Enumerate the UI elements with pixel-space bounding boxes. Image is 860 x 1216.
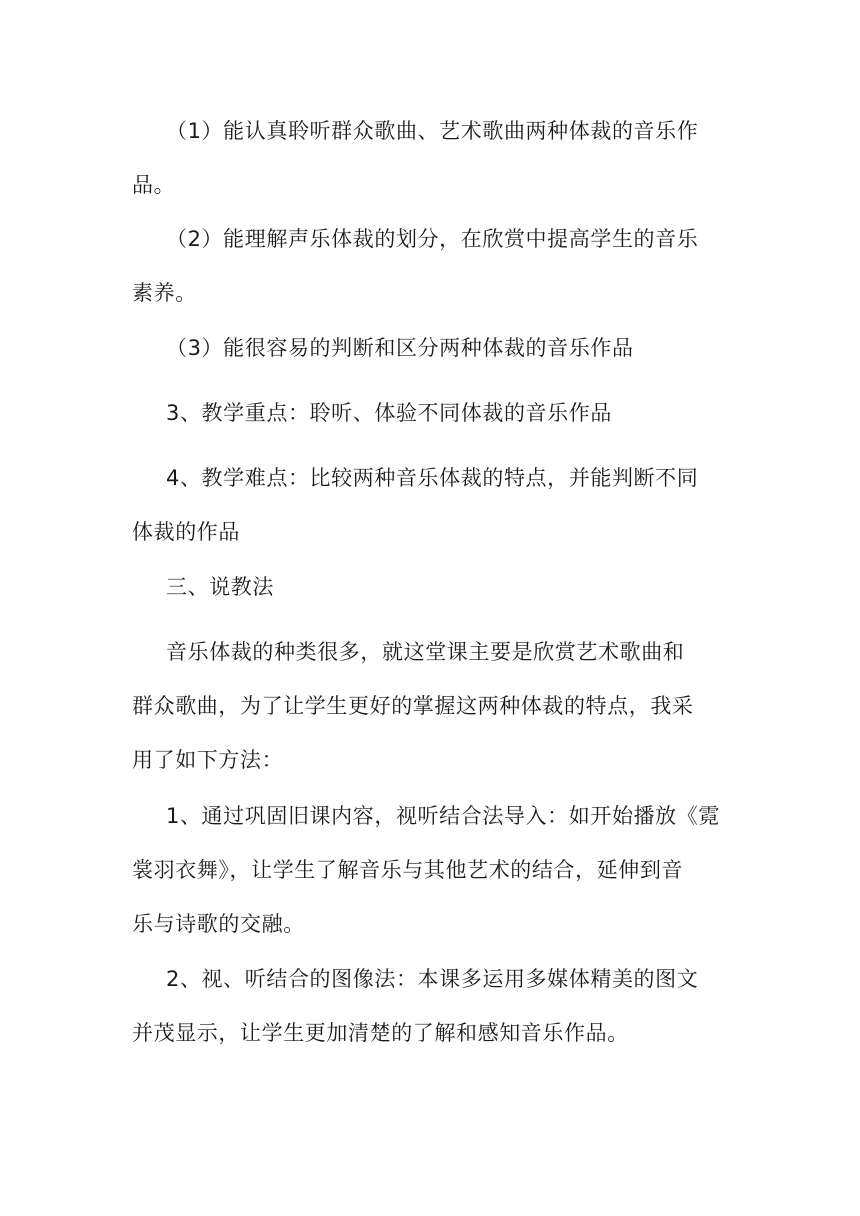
objective-1-paragraph <box>132 104 732 212</box>
text-line: （3）能很容易的判断和区分两种体裁的音乐作品 <box>166 336 634 360</box>
text-line: 音乐体裁的种类很多，就这堂课主要是欣赏艺术歌曲和 <box>166 640 685 664</box>
text-line: 三、说教法 <box>166 575 274 599</box>
text-line: 3、教学重点：聆听、体验不同体裁的音乐作品 <box>166 401 612 425</box>
text-line: （2）能理解声乐体裁的划分，在欣赏中提高学生的音乐 <box>166 227 699 251</box>
text-line: 用了如下方法： <box>132 748 284 772</box>
text-line: 2、视、听结合的图像法：本课多运用多媒体精美的图文 <box>166 967 699 991</box>
text-line: 素养。 <box>132 281 197 305</box>
teaching-focus-paragraph <box>132 386 732 440</box>
text-line: 体裁的作品 <box>132 520 240 544</box>
text-line: （1）能认真聆听群众歌曲、艺术歌曲两种体裁的音乐作 <box>166 119 699 143</box>
teaching-difficulty-paragraph <box>132 451 732 559</box>
objective-3-paragraph <box>132 321 732 375</box>
objective-2-paragraph <box>132 212 732 320</box>
section-heading-teaching-methods <box>132 560 732 614</box>
text-line: 品。 <box>132 173 176 197</box>
text-line: 4、教学难点：比较两种音乐体裁的特点，并能判断不同 <box>166 466 699 490</box>
text-line: 群众歌曲，为了让学生更好的掌握这两种体裁的特点，我采 <box>132 694 694 718</box>
method-2-paragraph <box>132 952 732 1060</box>
text-line: 1、通过巩固旧课内容，视听结合法导入：如开始播放《霓 <box>166 804 720 828</box>
text-line: 裳羽衣舞》，让学生了解音乐与其他艺术的结合，延伸到音 <box>132 858 684 882</box>
text-line: 乐与诗歌的交融。 <box>132 912 305 936</box>
method-1-paragraph <box>132 789 732 951</box>
methods-intro-paragraph <box>132 625 732 787</box>
text-line: 并茂显示，让学生更加清楚的了解和感知音乐作品。 <box>132 1021 629 1045</box>
